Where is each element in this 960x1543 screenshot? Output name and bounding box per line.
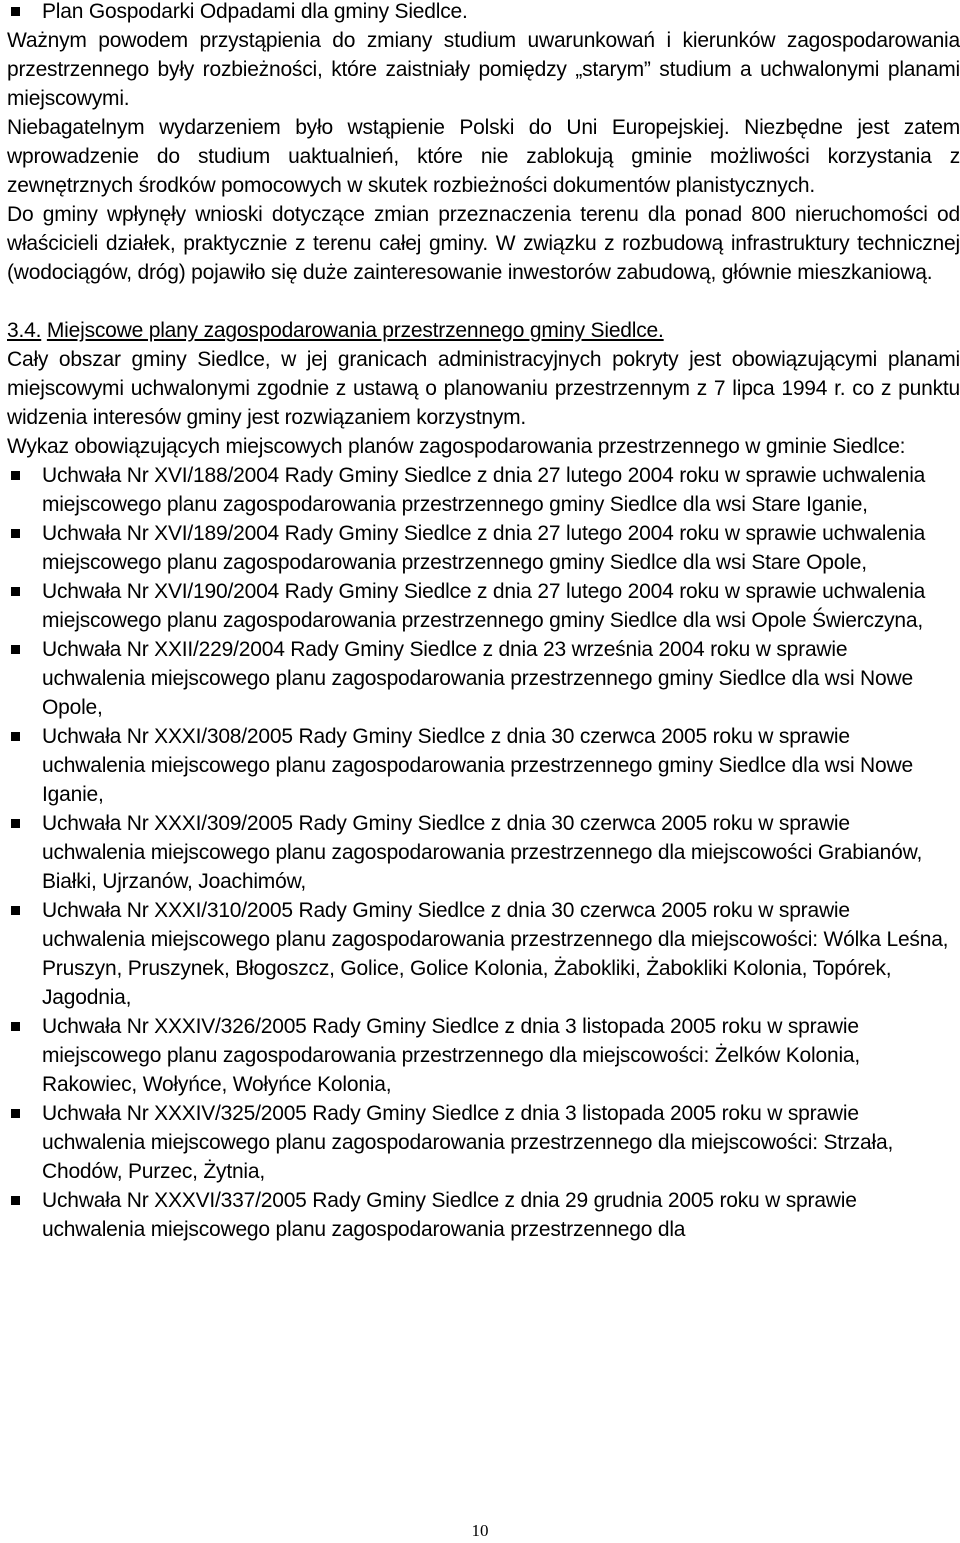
- list-item-text: Uchwała Nr XXXIV/325/2005 Rady Gminy Siedlce z dnia 3 listopada 2005 roku w sprawie uchwalenia miejscowego planu zagospodarowania przestrzennego dla miejscowości: Strzała, Chodów, Purzec, Żytnia,: [42, 1102, 894, 1183]
- list-item-text: Uchwała Nr XVI/190/2004 Rady Gminy Siedlce z dnia 27 lutego 2004 roku w sprawie uchwalenia miejscowego planu zagospodarowania przestrzennego gminy Siedlce dla wsi Opole Świerczyna,: [42, 580, 926, 632]
- list-item-text: Uchwała Nr XXXI/310/2005 Rady Gminy Siedlce z dnia 30 czerwca 2005 roku w sprawie uchwalenia miejscowego planu zagospodarowania przestrzennego dla miejscowości: Wólka Leśna, Pruszyn, Pruszynek, Błogoszcz, Golice, Golice Kolonia, Żabokliki, Żabokliki Kolonia, Topórek, Jagodnia,: [42, 899, 949, 1009]
- paragraph: Cały obszar gminy Siedlce, w jej granicach administracyjnych pokryty jest obowiązującymi planami miejscowymi uchwalonymi zgodnie z ustawą o planowaniu przestrzennym z 7 lipca 1994 r. co z punktu widzenia interesów gminy jest rozwiązaniem korzystnym.: [7, 348, 960, 429]
- list-item: [7, 635, 960, 722]
- page-number: 10: [471, 1521, 489, 1540]
- section-heading: [7, 316, 960, 345]
- list-item: [7, 722, 960, 809]
- paragraph: Niebagatelnym wydarzeniem było wstąpienie Polski do Uni Europejskiej. Niezbędne jest zatem wprowadzenie do studium uaktualnień, które nie zablokują gminie możliwości korzystania z zewnętrznych środków pomocowych w skutek rozbieżności dokumentów planistycznych.: [7, 116, 960, 197]
- list-item-text: Uchwała Nr XXXVI/337/2005 Rady Gminy Siedlce z dnia 29 grudnia 2005 roku w sprawie uchwalenia miejscowego planu zagospodarowania przestrzennego dla: [42, 1189, 857, 1241]
- top-bullet-list: [7, 0, 960, 26]
- list-item: [7, 461, 960, 519]
- list-item-text: Plan Gospodarki Odpadami dla gminy Siedlce.: [42, 0, 468, 23]
- page-text-block: [7, 0, 960, 1244]
- spacer: [7, 287, 960, 316]
- section-title: Miejscowe plany zagospodarowania przestrzennego gminy Siedlce.: [46, 319, 664, 342]
- list-item-text: Uchwała Nr XXXI/308/2005 Rady Gminy Siedlce z dnia 30 czerwca 2005 roku w sprawie uchwalenia miejscowego planu zagospodarowania przestrzennego gminy Siedlce dla wsi Nowe Iganie,: [42, 725, 913, 806]
- list-item-text: Uchwała Nr XXII/229/2004 Rady Gminy Siedlce z dnia 23 września 2004 roku w sprawie uchwalenia miejscowego planu zagospodarowania przestrzennego gminy Siedlce dla wsi Nowe Opole,: [42, 638, 913, 719]
- paragraph: Ważnym powodem przystąpienia do zmiany studium uwarunkowań i kierunków zagospodarowania przestrzennego były rozbieżności, które zaistniały pomiędzy „starym” studium a uchwalonymi planami miejscowymi.: [7, 29, 960, 110]
- section-number: 3.4.: [7, 319, 42, 342]
- list-item: [7, 0, 960, 26]
- list-item-text: Uchwała Nr XXXI/309/2005 Rady Gminy Siedlce z dnia 30 czerwca 2005 roku w sprawie uchwalenia miejscowego planu zagospodarowania przestrzennego dla miejscowości Grabianów, Białki, Ujrzanów, Joachimów,: [42, 812, 923, 893]
- list-item: [7, 896, 960, 1012]
- list-item: [7, 1186, 960, 1244]
- list-item-text: Uchwała Nr XVI/188/2004 Rady Gminy Siedlce z dnia 27 lutego 2004 roku w sprawie uchwalenia miejscowego planu zagospodarowania przestrzennego gminy Siedlce dla wsi Stare Iganie,: [42, 464, 926, 516]
- list-item: [7, 809, 960, 896]
- list-item: [7, 1099, 960, 1186]
- list-item-text: Uchwała Nr XVI/189/2004 Rady Gminy Siedlce z dnia 27 lutego 2004 roku w sprawie uchwalenia miejscowego planu zagospodarowania przestrzennego gminy Siedlce dla wsi Stare Opole,: [42, 522, 926, 574]
- paragraph: Do gminy wpłynęły wnioski dotyczące zmian przeznaczenia terenu dla ponad 800 nieruchomości od właścicieli działek, praktycznie z terenu całej gminy. W związku z rozbudową infrastruktury technicznej (wodociągów, dróg) pojawiło się duże zainteresowanie inwestorów zabudową, głównie mieszkaniową.: [7, 203, 960, 284]
- list-item: [7, 577, 960, 635]
- resolutions-list: [7, 461, 960, 1244]
- list-item-text: Uchwała Nr XXXIV/326/2005 Rady Gminy Siedlce z dnia 3 listopada 2005 roku w sprawie miejscowego planu zagospodarowania przestrzennego dla miejscowości: Żelków Kolonia, Rakowiec, Wołyńce, Wołyńce Kolonia,: [42, 1015, 861, 1096]
- list-item: [7, 519, 960, 577]
- paragraph: Wykaz obowiązujących miejscowych planów zagospodarowania przestrzennego w gminie Siedlce:: [7, 435, 906, 458]
- list-item: [7, 1012, 960, 1099]
